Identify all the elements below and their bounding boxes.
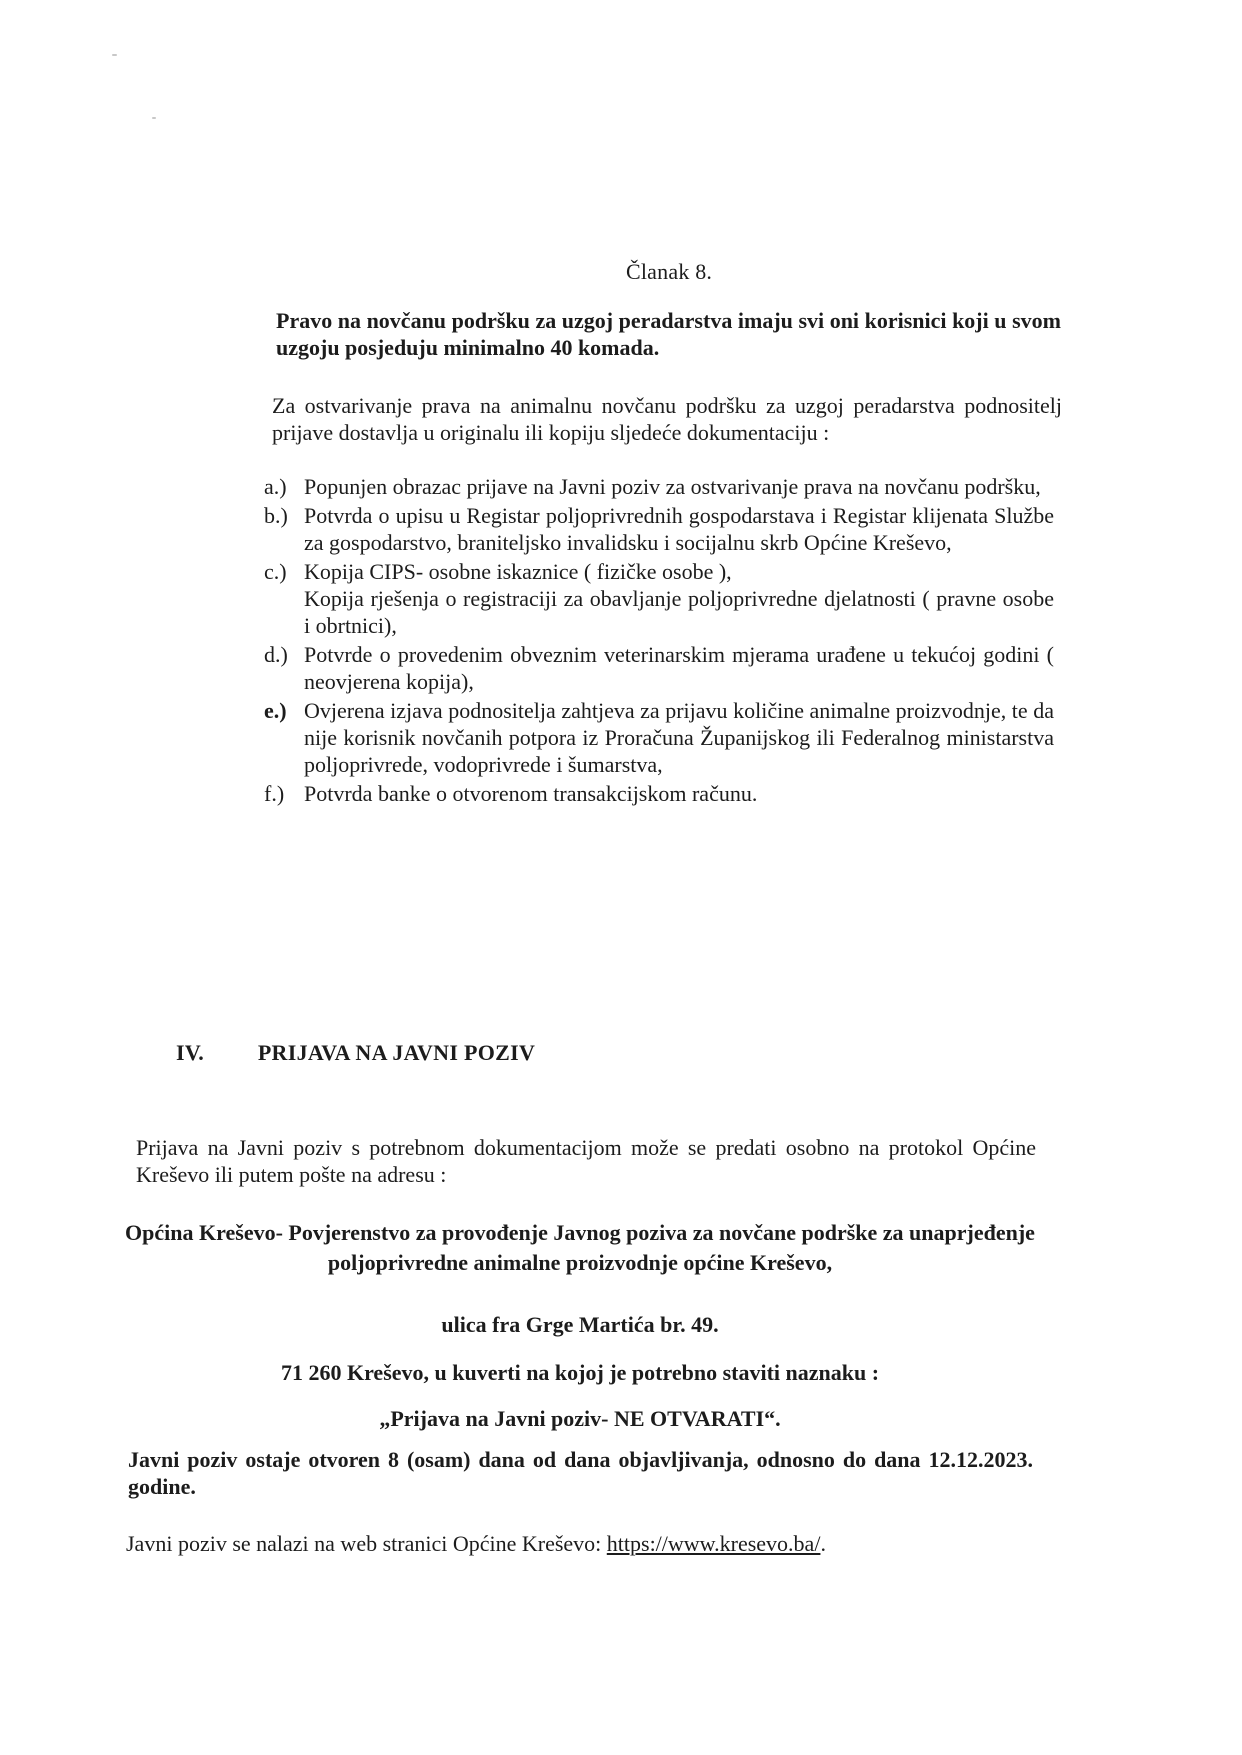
- deadline-paragraph: Javni poziv ostaje otvoren 8 (osam) dana od dana objavljivanja, odnosno do dana 12.12.2023. godine.: [128, 1447, 1033, 1499]
- eligibility-paragraph: Pravo na novčanu podršku za uzgoj peradarstva imaju svi oni korisnici koji u svom uzgoju posjeduju minimalno 40 komada.: [276, 308, 1061, 360]
- submission-paragraph: Prijava na Javni poziv s potrebnom dokumentacijom može se predati osobno na protokol Općine Kreševo ili putem pošte na adresu :: [136, 1135, 1036, 1187]
- section-number: IV.: [176, 1040, 205, 1065]
- web-text: Javni poziv se nalazi na web stranici Općine Kreševo:: [126, 1531, 607, 1556]
- address-line-3: 71 260 Kreševo, u kuverti na kojoj je potrebno staviti naznaku :: [280, 1360, 880, 1385]
- list-marker: c.): [264, 559, 287, 584]
- article-heading: Članak 8.: [626, 259, 713, 284]
- list-item-text: Potvrde o provedenim obveznim veterinarskim mjerama urađene u tekućoj godini ( neovjerena kopija),: [304, 642, 1054, 694]
- list-item-text: Potvrda o upisu u Registar poljoprivrednih gospodarstava i Registar klijenata Službe za gospodarstvo, braniteljsko invalidsku i socijalnu skrb Općine Kreševo,: [304, 503, 1054, 555]
- list-item: [264, 697, 1054, 778]
- list-marker: a.): [264, 474, 287, 499]
- list-item: [264, 641, 1054, 695]
- envelope-notice: „Prijava na Javni poziv- NE OTVARATI“.: [379, 1406, 781, 1431]
- section-title: PRIJAVA NA JAVNI POZIV: [257, 1040, 536, 1065]
- scan-speck: [152, 117, 156, 119]
- documents-intro: Za ostvarivanje prava na animalnu novčanu podršku za uzgoj peradarstva podnositelj prijave dostavlja u originalu ili kopiju sljedeće dokumentaciju :: [272, 393, 1062, 445]
- address-line-1: Općina Kreševo- Povjerenstvo za provođenje Javnog poziva za novčane podrške za unaprjeđenje poljoprivredne animalne proizvodnje općine Kreševo,: [125, 1220, 1035, 1275]
- list-item: [264, 780, 1054, 807]
- list-item-text: Ovjerena izjava podnositelja zahtjeva za prijavu količine animalne proizvodnje, te da nije korisnik novčanih potpora iz Proračuna Županijskog ili Federalnog ministarstva poljoprivrede, vodoprivrede i šumarstva,: [304, 698, 1054, 777]
- list-item: [264, 473, 1054, 500]
- address-line-2: ulica fra Grge Martića br. 49.: [441, 1312, 719, 1337]
- web-paragraph: [126, 1530, 1031, 1557]
- list-marker: d.): [264, 642, 288, 667]
- list-item-text: Potvrda banke o otvorenom transakcijskom računu.: [304, 781, 758, 806]
- list-marker: e.): [264, 698, 287, 723]
- scan-speck: [112, 54, 117, 56]
- list-item-text: Kopija CIPS- osobne iskaznice ( fizičke osobe ),: [304, 559, 732, 584]
- web-text-end: .: [820, 1531, 826, 1556]
- list-item-text: Popunjen obrazac prijave na Javni poziv za ostvarivanje prava na novčanu podršku,: [304, 474, 1041, 499]
- list-marker: b.): [264, 503, 288, 528]
- required-documents-list: [264, 473, 1054, 809]
- list-item: [264, 502, 1054, 556]
- website-link[interactable]: https://www.kresevo.ba/: [606, 1531, 821, 1556]
- list-item-continuation: Kopija rješenja o registraciji za obavljanje poljoprivredne djelatnosti ( pravne osobe i obrtnici),: [304, 586, 1054, 638]
- list-item: [264, 558, 1054, 639]
- list-marker: f.): [264, 781, 285, 806]
- section-heading: [176, 1040, 535, 1066]
